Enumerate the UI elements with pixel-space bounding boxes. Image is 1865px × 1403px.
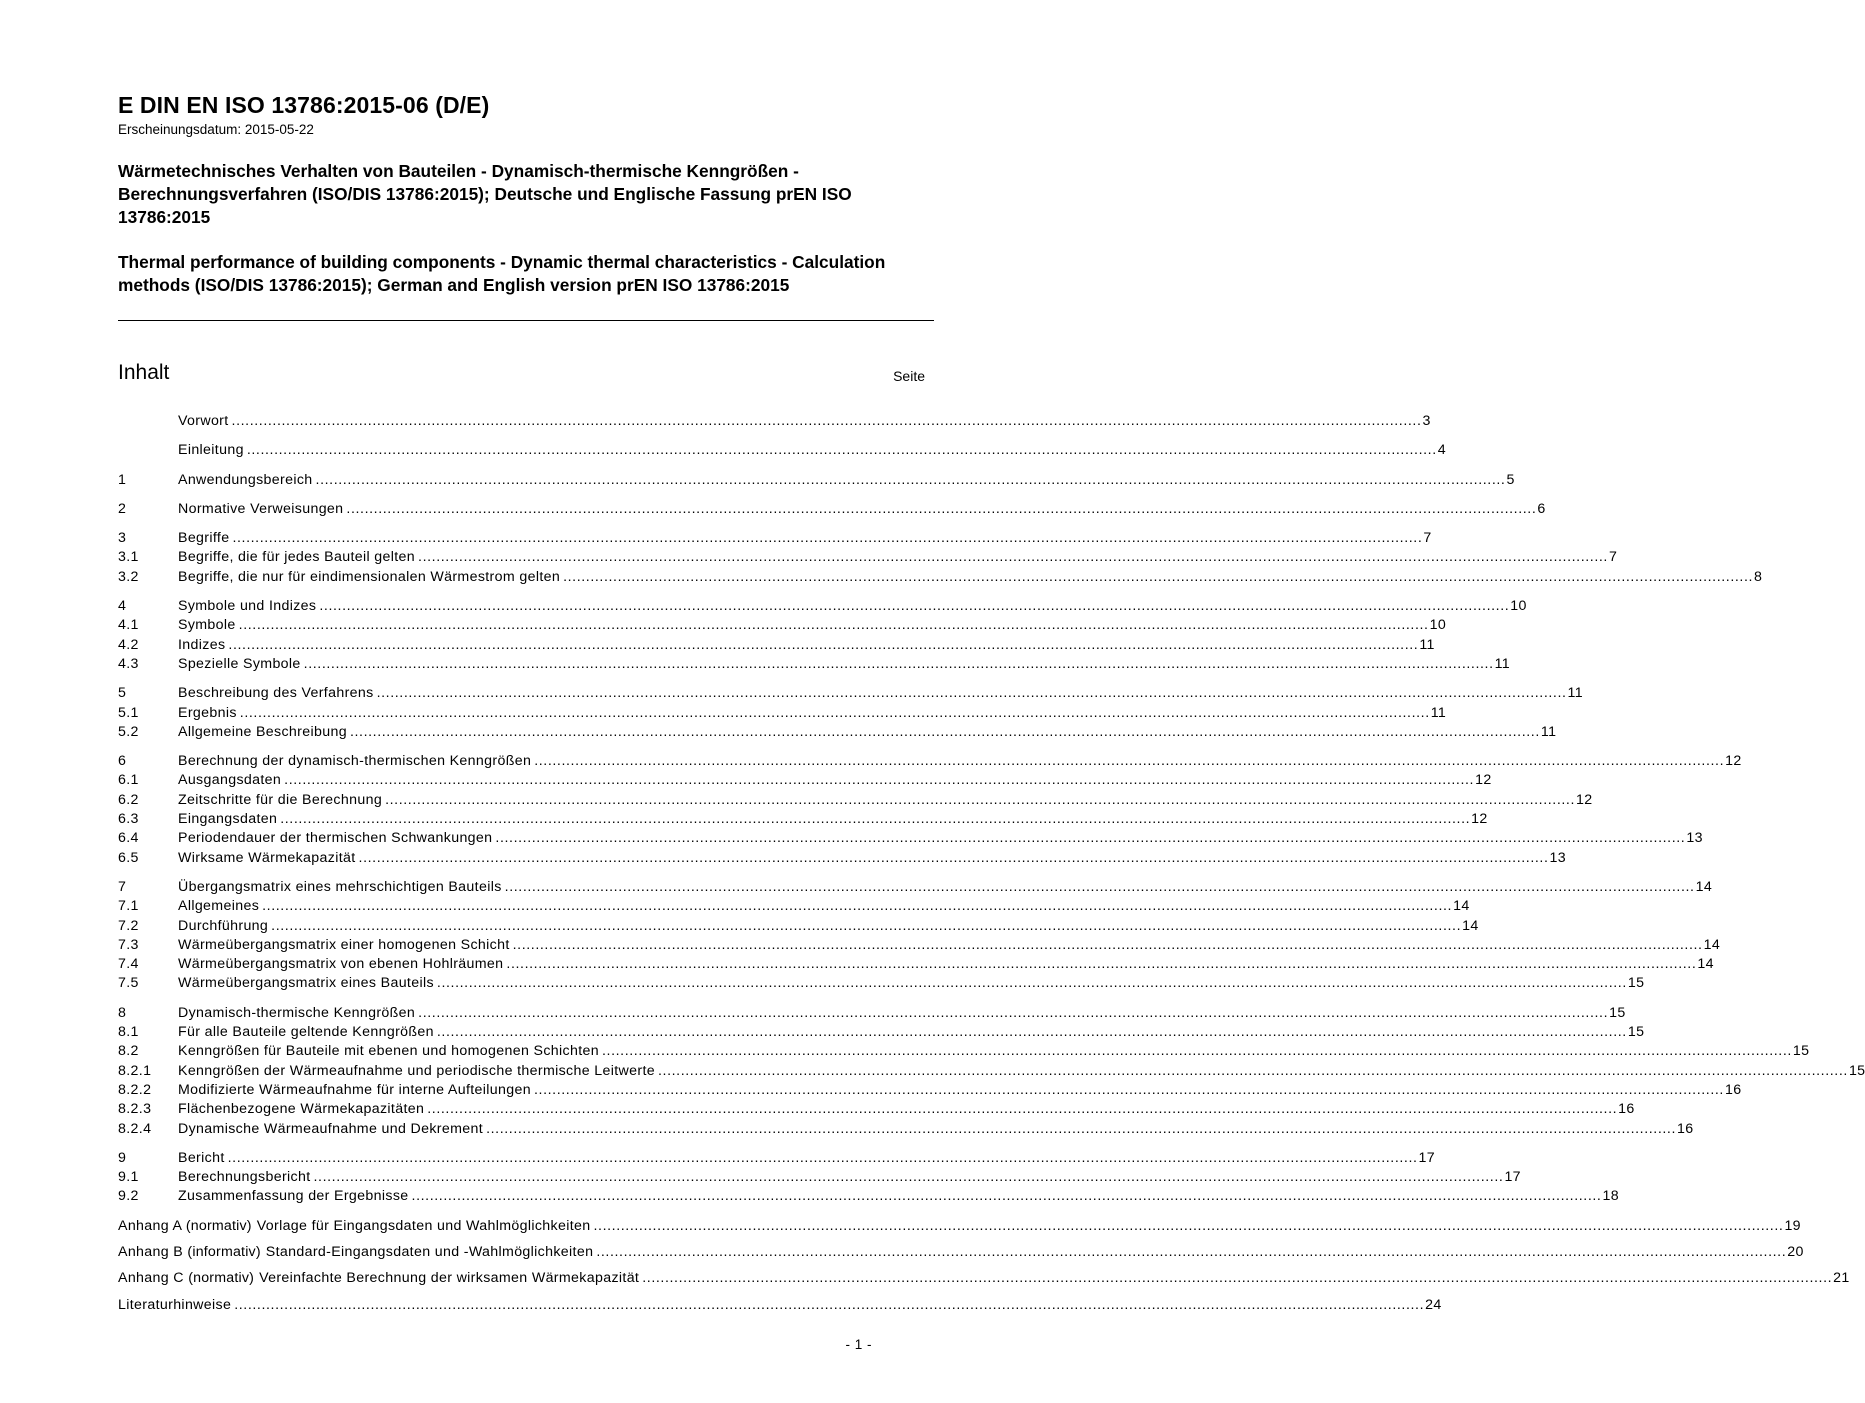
- toc-entry-title: Literaturhinweise: [118, 1296, 232, 1313]
- toc-entry[interactable]: [118, 412, 1431, 431]
- annex-label: Anhang B: [118, 1243, 184, 1260]
- toc-entry-number: 4.2: [118, 636, 139, 653]
- toc-entry[interactable]: [118, 548, 1618, 567]
- toc-entry-page: 11: [1430, 704, 1447, 721]
- toc-entry[interactable]: [118, 771, 1492, 790]
- toc-dot-leader: [228, 636, 1418, 655]
- toc-entry[interactable]: [118, 752, 1742, 771]
- toc-entry[interactable]: [118, 616, 1447, 635]
- toc-entry-title: Kenngrößen der Wärmeaufnahme und periodische thermische Leitwerte: [178, 1062, 655, 1079]
- toc-entry-page: 15: [1627, 1024, 1645, 1041]
- toc-entry-title: Modifizierte Wärmeaufnahme für interne Aufteilungen: [178, 1081, 532, 1098]
- publication-date: Erscheinungsdatum: 2015-05-22: [118, 122, 314, 137]
- toc-dot-leader: [377, 684, 1567, 703]
- toc-dot-leader: [280, 810, 1470, 829]
- toc-dot-leader: [437, 1023, 1627, 1042]
- toc-dot-leader: [596, 1243, 1786, 1262]
- toc-dot-leader: [228, 1149, 1418, 1168]
- toc-dot-leader: [658, 1062, 1848, 1081]
- annex-title: Vorlage für Eingangsdaten und Wahlmöglichkeiten: [256, 1217, 591, 1234]
- toc-entry-page: 13: [1549, 849, 1566, 866]
- toc-dot-leader: [642, 1269, 1832, 1288]
- toc-entry-title: Für alle Bauteile geltende Kenngrößen: [178, 1024, 434, 1041]
- toc-entry-number: 8.1: [118, 1024, 139, 1041]
- toc-entry-number: 2: [118, 500, 127, 517]
- toc-entry-title: Begriffe: [178, 530, 230, 547]
- toc-entry[interactable]: [118, 636, 1435, 655]
- toc-entry-page: 16: [1618, 1101, 1635, 1118]
- toc-annex-group: [118, 1243, 1804, 1262]
- toc-entry-page: 20: [1787, 1243, 1804, 1260]
- toc-dot-leader: [534, 752, 1724, 771]
- toc-entry-page: 17: [1504, 1169, 1521, 1186]
- toc-entry-number: 4.1: [118, 617, 139, 634]
- toc-entry-page: 14: [1697, 956, 1714, 973]
- toc-entry-page: 17: [1418, 1149, 1436, 1166]
- toc-entry-title: Allgemeines: [178, 898, 260, 915]
- toc-entry-page: 8: [1754, 568, 1763, 585]
- toc-entry[interactable]: [118, 955, 1714, 974]
- toc-dot-leader: [437, 974, 1627, 993]
- toc-entry-number: 7.2: [118, 917, 139, 934]
- toc-entry[interactable]: [118, 1168, 1521, 1187]
- toc-entry-title: Flächenbezogene Wärmekapazitäten: [178, 1101, 425, 1118]
- toc-entry[interactable]: [118, 791, 1593, 810]
- toc-entry-number: 7.5: [118, 975, 139, 992]
- title-divider: [118, 320, 934, 321]
- toc-entry-page: 12: [1471, 811, 1488, 828]
- toc-entry-title: Berechnung der dynamisch-thermischen Kenngrößen: [178, 753, 532, 770]
- toc-entry-page: 13: [1686, 830, 1703, 847]
- toc-entry-title: Indizes: [178, 636, 226, 653]
- toc-entry-title: Wirksame Wärmekapazität: [178, 849, 356, 866]
- toc-entry[interactable]: [118, 810, 1488, 829]
- toc-entry-number: 4.3: [118, 655, 139, 672]
- toc-entry-title: Wärmeübergangsmatrix eines Bauteils: [178, 975, 434, 992]
- toc-entry-number: 7.4: [118, 956, 139, 973]
- toc-entry-page: 3: [1422, 413, 1431, 429]
- toc-entry-page: 11: [1494, 655, 1511, 672]
- toc-group: [118, 441, 1447, 460]
- toc-annex-group: [118, 1217, 1801, 1236]
- toc-entry-number: 7.1: [118, 898, 139, 915]
- toc-entry-title: Kenngrößen für Bauteile mit ebenen und homogenen Schichten: [178, 1043, 599, 1060]
- toc-dot-leader: [385, 791, 1575, 810]
- toc-group: [118, 471, 1515, 490]
- toc-entry-number: 5: [118, 685, 127, 702]
- toc-entry[interactable]: [118, 936, 1721, 955]
- toc-entry-number: 6: [118, 753, 127, 770]
- toc-entry[interactable]: [118, 974, 1645, 993]
- toc-bibliography-group: [118, 1296, 1442, 1315]
- annex-status: (normativ): [188, 1270, 255, 1287]
- toc-dot-leader: [506, 955, 1696, 974]
- toc-dot-leader: [319, 597, 1509, 616]
- toc-group: [118, 529, 1763, 587]
- toc-dot-leader: [239, 616, 1429, 635]
- toc-entry[interactable]: [118, 723, 1557, 742]
- toc-entry[interactable]: [118, 597, 1527, 616]
- toc-group: [118, 752, 1742, 868]
- toc-entry-page: 10: [1429, 617, 1447, 634]
- toc-entry-title: Symbole und Indizes: [178, 598, 317, 615]
- toc-dot-leader: [232, 529, 1422, 548]
- annex-status: (normativ): [185, 1217, 252, 1234]
- toc-entry-number: 3.1: [118, 549, 139, 566]
- toc-dot-leader: [346, 500, 1536, 519]
- toc-entry-title: Zusammenfassung der Ergebnisse: [178, 1188, 409, 1205]
- toc-entry-title: Zeitschritte für die Berechnung: [178, 791, 383, 808]
- toc-entry[interactable]: [118, 897, 1470, 916]
- toc-entry-number: 7.3: [118, 936, 139, 953]
- toc-annex-entry[interactable]: [118, 1243, 1804, 1262]
- toc-entry-title: Eingangsdaten: [178, 811, 278, 828]
- toc-entry-page: 11: [1567, 685, 1583, 702]
- toc-entry-number: 8.2.3: [118, 1101, 152, 1118]
- toc-dot-leader: [594, 1217, 1784, 1236]
- toc-entry-page: 15: [1609, 1004, 1626, 1021]
- toc-entry-title: Periodendauer der thermischen Schwankungen: [178, 830, 493, 847]
- toc-dot-leader: [350, 723, 1540, 742]
- toc-entry[interactable]: [118, 471, 1515, 490]
- annex-label: Anhang A: [118, 1217, 182, 1234]
- toc-entry[interactable]: [118, 704, 1447, 723]
- toc-entry-title: Begriffe, die nur für eindimensionalen Wärmestrom gelten: [178, 568, 561, 585]
- toc-entry-number: 6.3: [118, 811, 139, 828]
- toc-entry-title: Normative Verweisungen: [178, 500, 344, 517]
- toc-entry-title: Dynamisch-thermische Kenngrößen: [178, 1004, 416, 1021]
- toc-entry-page: 18: [1602, 1188, 1619, 1205]
- toc-group: [118, 684, 1583, 742]
- toc-entry[interactable]: [118, 441, 1447, 460]
- toc-dot-leader: [412, 1187, 1602, 1206]
- toc-entry[interactable]: [118, 1187, 1619, 1206]
- toc-entry-number: 5.1: [118, 704, 139, 721]
- toc-entry-page: 15: [1627, 975, 1645, 992]
- toc-entry[interactable]: [118, 1023, 1645, 1042]
- toc-entry-page: 5: [1506, 471, 1515, 488]
- toc-entry-page: 14: [1453, 898, 1470, 915]
- toc-entry-page: 7: [1608, 549, 1618, 566]
- title-english: Thermal performance of building components - Dynamic thermal characteristics - Calculation methods (ISO/DIS 13786:2015); German and English version prEN ISO 13786:2015: [118, 252, 886, 295]
- toc-entry-title: Beschreibung des Verfahrens: [178, 685, 374, 702]
- toc-entry-page: 14: [1695, 878, 1713, 895]
- toc-entry[interactable]: [118, 1042, 1810, 1061]
- toc-entry[interactable]: [118, 1081, 1742, 1100]
- toc-dot-leader: [234, 1296, 1424, 1315]
- toc-entry-page: 10: [1510, 598, 1527, 615]
- toc-entry-page: 15: [1848, 1062, 1865, 1079]
- toc-entry-title: Wärmeübergangsmatrix von ebenen Hohlräumen: [178, 956, 504, 973]
- toc-dot-leader: [418, 1004, 1608, 1023]
- toc-group: [118, 1004, 1865, 1139]
- toc-entry-page: 16: [1724, 1081, 1742, 1098]
- toc-entry-number: 7: [118, 878, 127, 895]
- toc-entry[interactable]: [118, 917, 1479, 936]
- toc-entry-title: Ergebnis: [178, 704, 237, 721]
- toc-group: [118, 1149, 1619, 1207]
- toc-annex-entry[interactable]: [118, 1217, 1801, 1236]
- toc-entry-page: 16: [1677, 1120, 1694, 1137]
- toc-group: [118, 878, 1721, 994]
- toc-entry-number: 9: [118, 1149, 127, 1166]
- toc-heading: Inhalt: [118, 361, 170, 384]
- toc-entry-number: 9.2: [118, 1188, 139, 1205]
- toc-entry-title: Dynamische Wärmeaufnahme und Dekrement: [178, 1120, 484, 1137]
- toc-entry[interactable]: [118, 829, 1703, 848]
- toc-entry-number: 6.4: [118, 830, 139, 847]
- toc-entry-number: 6.2: [118, 791, 139, 808]
- toc-entry[interactable]: [118, 1120, 1694, 1139]
- toc-entry-number: 5.2: [118, 723, 139, 740]
- toc-entry-page: 7: [1423, 530, 1432, 547]
- footer-page-number: - 1 -: [845, 1337, 872, 1352]
- toc-entry-number: 8.2: [118, 1043, 139, 1060]
- toc-dot-leader: [418, 548, 1608, 567]
- toc-dot-leader: [240, 704, 1430, 723]
- toc-dot-leader: [602, 1042, 1792, 1061]
- toc-annex-entry[interactable]: [118, 1269, 1850, 1288]
- annex-label: Anhang C: [118, 1270, 184, 1287]
- toc-entry-page: 14: [1462, 917, 1479, 934]
- annex-title: Vereinfachte Berechnung der wirksamen Wärmekapazität: [259, 1270, 640, 1287]
- toc-group: [118, 597, 1527, 674]
- toc-group: [118, 500, 1546, 519]
- toc-entry-title: Spezielle Symbole: [178, 655, 301, 672]
- toc-dot-leader: [427, 1100, 1617, 1119]
- annex-status: (informativ): [187, 1243, 261, 1260]
- toc-dot-leader: [534, 1081, 1724, 1100]
- toc-entry[interactable]: [118, 1100, 1635, 1119]
- toc-entry[interactable]: [118, 568, 1763, 587]
- toc-dot-leader: [486, 1120, 1676, 1139]
- toc-dot-leader: [314, 1168, 1504, 1187]
- toc-annex-heading: [118, 1217, 591, 1236]
- toc-entry-number: 9.1: [118, 1169, 139, 1186]
- toc-entry-number: 3: [118, 530, 127, 547]
- toc-entry-page: 11: [1540, 723, 1557, 740]
- title-german: Wärmetechnisches Verhalten von Bauteilen - Dynamisch-thermische Kenngrößen - Berechnungsverfahren (ISO/DIS 13786:2015); Deutsche und Englische Fassung prEN ISO 13786:2015: [118, 161, 852, 227]
- toc-entry-number: 8: [118, 1004, 127, 1021]
- toc-dot-leader: [232, 412, 1422, 431]
- toc-entry-page: 4: [1437, 442, 1447, 459]
- toc-entry-number: 3.2: [118, 568, 139, 585]
- toc-group: [118, 412, 1431, 431]
- toc-entry-page: 19: [1784, 1217, 1801, 1234]
- toc-entry-number: 8.2.1: [118, 1062, 152, 1079]
- toc-entry-page: 11: [1419, 636, 1435, 653]
- toc-entry-page: 6: [1537, 500, 1546, 517]
- toc-dot-leader: [316, 471, 1506, 490]
- table-of-contents: [118, 412, 1865, 1325]
- toc-entry-number: 4: [118, 598, 127, 615]
- toc-entry-title: Symbole: [178, 617, 236, 634]
- toc-entry-number: 6.5: [118, 849, 139, 866]
- toc-page-column-label: Seite: [893, 368, 925, 384]
- toc-entry[interactable]: [118, 1062, 1865, 1081]
- toc-dot-leader: [284, 771, 1474, 790]
- toc-entry-title: Bericht: [178, 1149, 225, 1166]
- toc-entry[interactable]: [118, 529, 1432, 548]
- toc-entry-page: 21: [1833, 1270, 1850, 1287]
- toc-entry-number: 8.2.4: [118, 1120, 152, 1137]
- toc-entry[interactable]: [118, 684, 1583, 703]
- toc-annex-group: [118, 1269, 1850, 1288]
- toc-entry-title: Ausgangsdaten: [178, 772, 282, 789]
- toc-dot-leader: [513, 936, 1703, 955]
- toc-entry-number: 1: [118, 471, 127, 488]
- annex-title: Standard-Eingangsdaten und -Wahlmöglichkeiten: [265, 1243, 594, 1260]
- toc-entry-title: Einleitung: [178, 442, 244, 459]
- toc-entry-title: Allgemeine Beschreibung: [178, 723, 347, 740]
- toc-dot-leader: [262, 897, 1452, 916]
- document-title: E DIN EN ISO 13786:2015-06 (D/E): [118, 92, 490, 118]
- toc-entry-title: Durchführung: [178, 917, 269, 934]
- toc-entry[interactable]: [118, 849, 1566, 868]
- toc-entry[interactable]: [118, 878, 1713, 897]
- toc-entry-number: 6.1: [118, 772, 139, 789]
- toc-entry-title: Übergangsmatrix eines mehrschichtigen Bauteils: [178, 878, 502, 895]
- toc-entry-page: 14: [1703, 936, 1721, 953]
- toc-entry[interactable]: [118, 655, 1511, 674]
- toc-dot-leader: [247, 441, 1437, 460]
- toc-bibliography-entry[interactable]: [118, 1296, 1442, 1315]
- toc-dot-leader: [304, 655, 1494, 674]
- toc-entry-number: 8.2.2: [118, 1081, 152, 1098]
- toc-entry-page: 12: [1725, 753, 1742, 770]
- toc-entry[interactable]: [118, 1149, 1436, 1168]
- toc-dot-leader: [359, 849, 1549, 868]
- toc-entry-page: 24: [1425, 1296, 1442, 1313]
- toc-entry-title: Wärmeübergangsmatrix einer homogenen Schicht: [178, 936, 510, 953]
- toc-entry-title: Berechnungsbericht: [178, 1169, 311, 1186]
- toc-entry-title: Begriffe, die für jedes Bauteil gelten: [178, 549, 416, 566]
- toc-entry-page: 12: [1475, 772, 1492, 789]
- toc-entry-page: 15: [1792, 1043, 1810, 1060]
- toc-dot-leader: [271, 917, 1461, 936]
- toc-entry[interactable]: [118, 1004, 1626, 1023]
- toc-entry-title: Anwendungsbereich: [178, 471, 313, 488]
- toc-dot-leader: [505, 878, 1695, 897]
- toc-annex-heading: [118, 1269, 639, 1288]
- toc-entry-title: Vorwort: [178, 413, 229, 429]
- toc-dot-leader: [563, 568, 1753, 587]
- toc-dot-leader: [495, 829, 1685, 848]
- toc-entry[interactable]: [118, 500, 1546, 519]
- toc-entry-page: 12: [1576, 791, 1593, 808]
- toc-annex-heading: [118, 1243, 593, 1262]
